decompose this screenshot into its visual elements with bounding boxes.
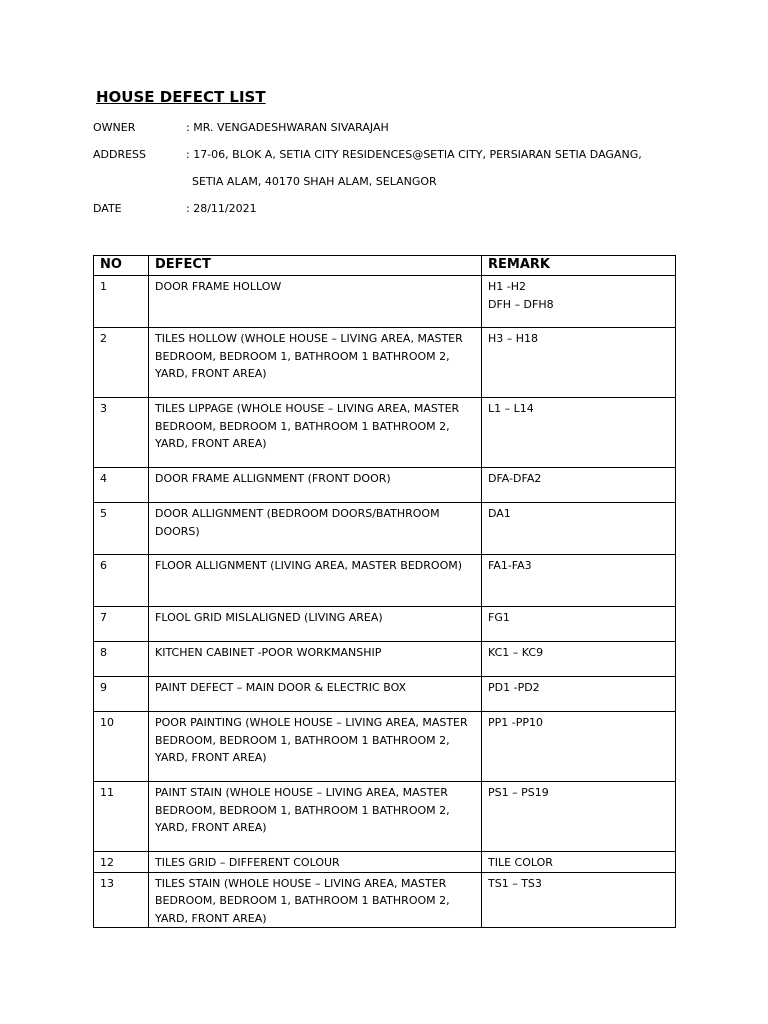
table-row bbox=[94, 712, 676, 782]
table-row bbox=[94, 852, 676, 873]
document-title: HOUSE DEFECT LIST bbox=[96, 88, 266, 106]
remark-line: PD1 -PD2 bbox=[488, 681, 540, 694]
row-remark bbox=[482, 276, 676, 328]
row-defect: PAINT DEFECT – MAIN DOOR & ELECTRIC BOX bbox=[149, 677, 482, 712]
owner-value: : MR. VENGADESHWARAN SIVARAJAH bbox=[186, 121, 389, 134]
row-defect: TILES HOLLOW (WHOLE HOUSE – LIVING AREA, MASTER BEDROOM, BEDROOM 1, BATHROOM 1 BATHROOM 2, YARD, FRONT AREA) bbox=[149, 328, 482, 398]
table-row bbox=[94, 468, 676, 503]
row-no: 9 bbox=[94, 677, 149, 712]
row-remark bbox=[482, 398, 676, 468]
row-no: 13 bbox=[94, 872, 149, 928]
row-remark bbox=[482, 503, 676, 555]
row-no: 5 bbox=[94, 503, 149, 555]
row-no: 1 bbox=[94, 276, 149, 328]
row-remark bbox=[482, 555, 676, 607]
row-defect: PAINT STAIN (WHOLE HOUSE – LIVING AREA, MASTER BEDROOM, BEDROOM 1, BATHROOM 1 BATHROOM 2, YARD, FRONT AREA) bbox=[149, 782, 482, 852]
header-no: NO bbox=[94, 256, 149, 276]
table-row bbox=[94, 782, 676, 852]
address-label: ADDRESS bbox=[93, 148, 147, 161]
row-no: 10 bbox=[94, 712, 149, 782]
row-remark bbox=[482, 852, 676, 873]
row-defect: POOR PAINTING (WHOLE HOUSE – LIVING AREA, MASTER BEDROOM, BEDROOM 1, BATHROOM 1 BATHROOM 2, YARD, FRONT AREA) bbox=[149, 712, 482, 782]
address-line-2: SETIA ALAM, 40170 SHAH ALAM, SELANGOR bbox=[192, 175, 437, 188]
header-defect: DEFECT bbox=[149, 256, 482, 276]
table-row bbox=[94, 607, 676, 642]
row-no: 8 bbox=[94, 642, 149, 677]
row-remark bbox=[482, 468, 676, 503]
remark-line: PP1 -PP10 bbox=[488, 716, 543, 729]
date-value: : 28/11/2021 bbox=[186, 202, 257, 215]
date-label: DATE bbox=[93, 202, 122, 215]
remark-line: TS1 – TS3 bbox=[488, 876, 542, 890]
remark-line: H3 – H18 bbox=[488, 332, 539, 345]
row-remark bbox=[482, 782, 676, 852]
row-remark bbox=[482, 607, 676, 642]
owner-label: OWNER bbox=[93, 121, 136, 134]
table-row bbox=[94, 555, 676, 607]
table-body bbox=[94, 276, 676, 928]
defect-table bbox=[93, 255, 676, 928]
remark-line: FA1-FA3 bbox=[488, 559, 532, 572]
remark-line: FG1 bbox=[488, 611, 510, 624]
row-defect: TILES STAIN (WHOLE HOUSE – LIVING AREA, MASTER BEDROOM, BEDROOM 1, BATHROOM 1 BATHROOM 2, YARD, FRONT AREA) bbox=[149, 872, 482, 928]
table-row bbox=[94, 677, 676, 712]
row-defect: TILES GRID – DIFFERENT COLOUR bbox=[149, 852, 482, 873]
remark-line: TILE COLOR bbox=[488, 856, 553, 869]
row-defect: TILES LIPPAGE (WHOLE HOUSE – LIVING AREA, MASTER BEDROOM, BEDROOM 1, BATHROOM 1 BATHROOM 2, YARD, FRONT AREA) bbox=[149, 398, 482, 468]
remark-line: KC1 – KC9 bbox=[488, 646, 544, 659]
row-no: 4 bbox=[94, 468, 149, 503]
table-row bbox=[94, 503, 676, 555]
row-no: 2 bbox=[94, 328, 149, 398]
row-defect: DOOR FRAME HOLLOW bbox=[149, 276, 482, 328]
row-no: 11 bbox=[94, 782, 149, 852]
table-row bbox=[94, 642, 676, 677]
table-row bbox=[94, 328, 676, 398]
address-line-1: : 17-06, BLOK A, SETIA CITY RESIDENCES@SETIA CITY, PERSIARAN SETIA DAGANG, bbox=[186, 148, 642, 161]
row-remark bbox=[482, 642, 676, 677]
table-header-row bbox=[94, 256, 676, 276]
row-defect: KITCHEN CABINET -POOR WORKMANSHIP bbox=[149, 642, 482, 677]
remark-line: DFA-DFA2 bbox=[488, 472, 542, 485]
remark-line: DFH – DFH8 bbox=[488, 297, 554, 311]
header-remark: REMARK bbox=[482, 256, 676, 276]
row-no: 12 bbox=[94, 852, 149, 873]
table-row bbox=[94, 276, 676, 328]
row-defect: FLOOR ALLIGNMENT (LIVING AREA, MASTER BEDROOM) bbox=[149, 555, 482, 607]
row-defect: FLOOL GRID MISLALIGNED (LIVING AREA) bbox=[149, 607, 482, 642]
row-remark bbox=[482, 712, 676, 782]
row-defect: DOOR FRAME ALLIGNMENT (FRONT DOOR) bbox=[149, 468, 482, 503]
row-no: 7 bbox=[94, 607, 149, 642]
row-remark bbox=[482, 677, 676, 712]
row-remark bbox=[482, 872, 676, 928]
remark-line: H1 -H2 bbox=[488, 280, 527, 293]
table-row bbox=[94, 872, 676, 928]
remark-line: L1 – L14 bbox=[488, 402, 534, 415]
row-no: 3 bbox=[94, 398, 149, 468]
row-defect: DOOR ALLIGNMENT (BEDROOM DOORS/BATHROOM DOORS) bbox=[149, 503, 482, 555]
table-row bbox=[94, 398, 676, 468]
remark-line: PS1 – PS19 bbox=[488, 786, 549, 799]
row-no: 6 bbox=[94, 555, 149, 607]
remark-line: DA1 bbox=[488, 507, 511, 520]
row-remark bbox=[482, 328, 676, 398]
